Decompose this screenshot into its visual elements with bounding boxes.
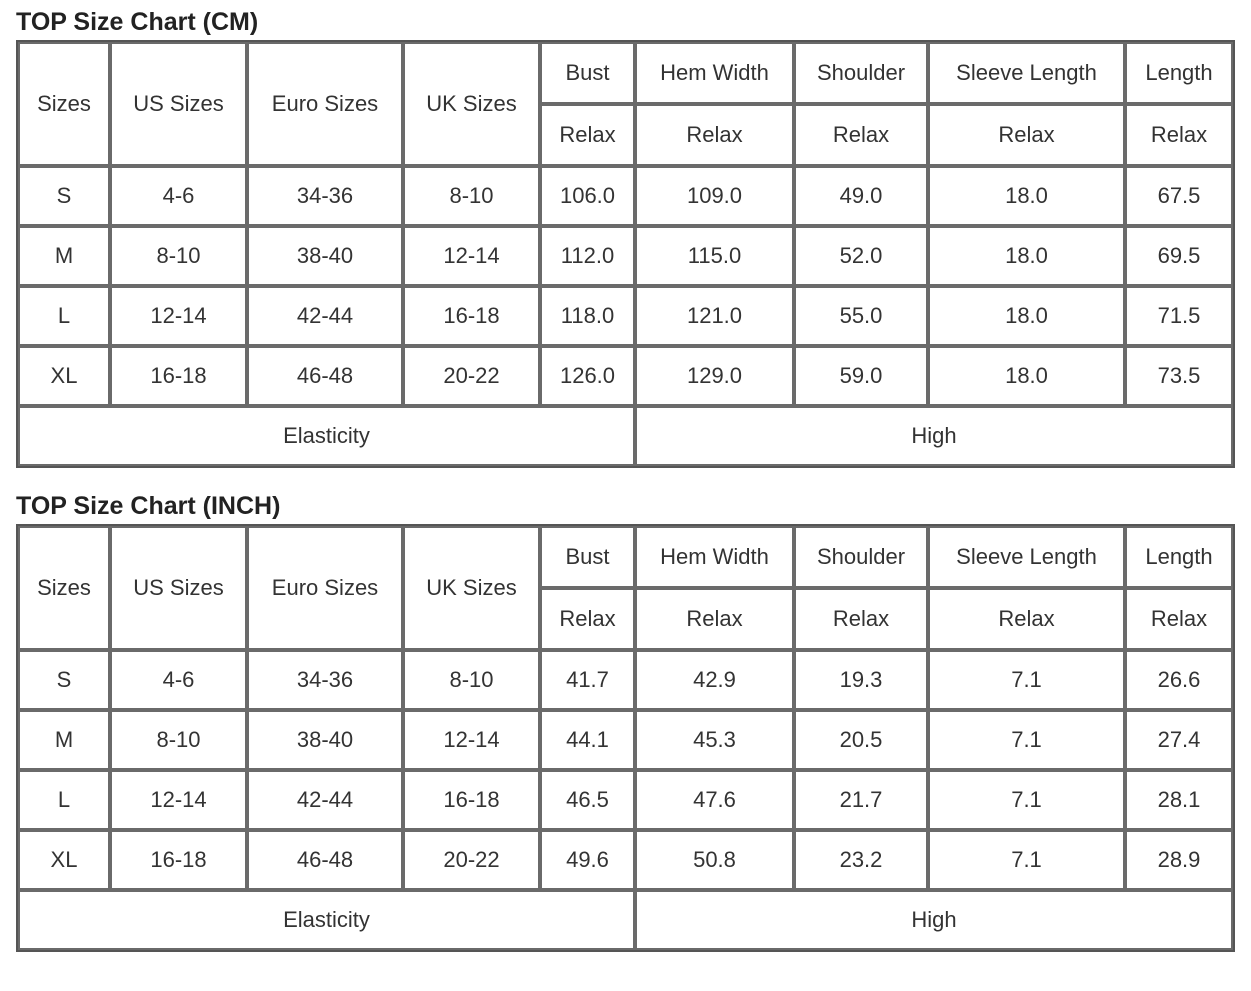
cell-euro-size: 46-48 (247, 346, 403, 406)
cell-length: 26.6 (1125, 650, 1233, 710)
table-row (18, 830, 1233, 890)
fit-sleeve-length: Relax (928, 104, 1125, 166)
cell-length: 69.5 (1125, 226, 1233, 286)
cell-uk-size: 20-22 (403, 346, 540, 406)
cell-uk-size: 12-14 (403, 226, 540, 286)
cell-sleeve-length: 18.0 (928, 226, 1125, 286)
cell-size: L (18, 286, 110, 346)
cell-size: M (18, 710, 110, 770)
cell-hem-width: 129.0 (635, 346, 794, 406)
cell-length: 28.1 (1125, 770, 1233, 830)
header-shoulder: Shoulder (794, 42, 928, 104)
cell-shoulder: 49.0 (794, 166, 928, 226)
header-shoulder: Shoulder (794, 526, 928, 588)
cell-euro-size: 38-40 (247, 226, 403, 286)
cell-length: 28.9 (1125, 830, 1233, 890)
header-us-sizes: US Sizes (110, 42, 247, 166)
cell-us-size: 12-14 (110, 770, 247, 830)
cell-shoulder: 55.0 (794, 286, 928, 346)
cell-hem-width: 121.0 (635, 286, 794, 346)
cell-us-size: 8-10 (110, 226, 247, 286)
header-sleeve-length: Sleeve Length (928, 526, 1125, 588)
cell-uk-size: 16-18 (403, 286, 540, 346)
cell-us-size: 16-18 (110, 830, 247, 890)
cell-bust: 106.0 (540, 166, 635, 226)
elasticity-value: High (635, 406, 1233, 466)
header-hem-width: Hem Width (635, 42, 794, 104)
cell-size: S (18, 166, 110, 226)
cell-us-size: 16-18 (110, 346, 247, 406)
cell-bust: 49.6 (540, 830, 635, 890)
header-length: Length (1125, 42, 1233, 104)
table-row (18, 346, 1233, 406)
header-us-sizes: US Sizes (110, 526, 247, 650)
cell-us-size: 4-6 (110, 166, 247, 226)
fit-bust: Relax (540, 104, 635, 166)
elasticity-label: Elasticity (18, 406, 635, 466)
cell-uk-size: 8-10 (403, 166, 540, 226)
cell-us-size: 4-6 (110, 650, 247, 710)
cell-hem-width: 47.6 (635, 770, 794, 830)
cell-euro-size: 34-36 (247, 166, 403, 226)
cell-size: S (18, 650, 110, 710)
fit-bust: Relax (540, 588, 635, 650)
cell-bust: 46.5 (540, 770, 635, 830)
fit-shoulder: Relax (794, 104, 928, 166)
cell-euro-size: 42-44 (247, 286, 403, 346)
header-euro-sizes: Euro Sizes (247, 42, 403, 166)
table-row (18, 770, 1233, 830)
cell-sleeve-length: 7.1 (928, 830, 1125, 890)
header-row (18, 526, 1233, 588)
fit-sleeve-length: Relax (928, 588, 1125, 650)
fit-hem-width: Relax (635, 588, 794, 650)
cell-uk-size: 12-14 (403, 710, 540, 770)
cell-bust: 44.1 (540, 710, 635, 770)
header-bust: Bust (540, 42, 635, 104)
cell-hem-width: 45.3 (635, 710, 794, 770)
header-length: Length (1125, 526, 1233, 588)
cell-size: XL (18, 346, 110, 406)
cell-sleeve-length: 18.0 (928, 166, 1125, 226)
cell-length: 73.5 (1125, 346, 1233, 406)
size-chart-inch (16, 488, 1235, 952)
cell-shoulder: 52.0 (794, 226, 928, 286)
cell-length: 27.4 (1125, 710, 1233, 770)
cell-hem-width: 109.0 (635, 166, 794, 226)
chart-title: TOP Size Chart (CM) (16, 8, 259, 36)
size-table (16, 524, 1235, 952)
cell-sleeve-length: 18.0 (928, 346, 1125, 406)
fit-length: Relax (1125, 588, 1233, 650)
chart-title: TOP Size Chart (INCH) (16, 492, 281, 520)
cell-uk-size: 8-10 (403, 650, 540, 710)
cell-euro-size: 46-48 (247, 830, 403, 890)
cell-us-size: 8-10 (110, 710, 247, 770)
elasticity-value: High (635, 890, 1233, 950)
header-uk-sizes: UK Sizes (403, 42, 540, 166)
cell-sleeve-length: 7.1 (928, 650, 1125, 710)
cell-length: 71.5 (1125, 286, 1233, 346)
header-hem-width: Hem Width (635, 526, 794, 588)
cell-sleeve-length: 18.0 (928, 286, 1125, 346)
cell-size: L (18, 770, 110, 830)
cell-sleeve-length: 7.1 (928, 770, 1125, 830)
header-row (18, 42, 1233, 104)
cell-shoulder: 21.7 (794, 770, 928, 830)
cell-size: XL (18, 830, 110, 890)
header-sizes: Sizes (18, 526, 110, 650)
size-table (16, 40, 1235, 468)
fit-length: Relax (1125, 104, 1233, 166)
table-row (18, 226, 1233, 286)
cell-bust: 126.0 (540, 346, 635, 406)
elasticity-label: Elasticity (18, 890, 635, 950)
cell-uk-size: 20-22 (403, 830, 540, 890)
cell-bust: 118.0 (540, 286, 635, 346)
table-row (18, 710, 1233, 770)
cell-euro-size: 42-44 (247, 770, 403, 830)
cell-hem-width: 115.0 (635, 226, 794, 286)
cell-shoulder: 20.5 (794, 710, 928, 770)
header-sleeve-length: Sleeve Length (928, 42, 1125, 104)
header-euro-sizes: Euro Sizes (247, 526, 403, 650)
cell-uk-size: 16-18 (403, 770, 540, 830)
cell-hem-width: 50.8 (635, 830, 794, 890)
cell-us-size: 12-14 (110, 286, 247, 346)
header-bust: Bust (540, 526, 635, 588)
fit-hem-width: Relax (635, 104, 794, 166)
cell-hem-width: 42.9 (635, 650, 794, 710)
cell-shoulder: 59.0 (794, 346, 928, 406)
table-row (18, 166, 1233, 226)
cell-sleeve-length: 7.1 (928, 710, 1125, 770)
cell-bust: 112.0 (540, 226, 635, 286)
cell-size: M (18, 226, 110, 286)
cell-euro-size: 34-36 (247, 650, 403, 710)
cell-shoulder: 23.2 (794, 830, 928, 890)
table-row (18, 286, 1233, 346)
header-uk-sizes: UK Sizes (403, 526, 540, 650)
header-sizes: Sizes (18, 42, 110, 166)
footer-row (18, 406, 1233, 466)
fit-shoulder: Relax (794, 588, 928, 650)
cell-euro-size: 38-40 (247, 710, 403, 770)
cell-length: 67.5 (1125, 166, 1233, 226)
cell-shoulder: 19.3 (794, 650, 928, 710)
footer-row (18, 890, 1233, 950)
cell-bust: 41.7 (540, 650, 635, 710)
table-row (18, 650, 1233, 710)
size-chart-cm (16, 4, 1235, 468)
